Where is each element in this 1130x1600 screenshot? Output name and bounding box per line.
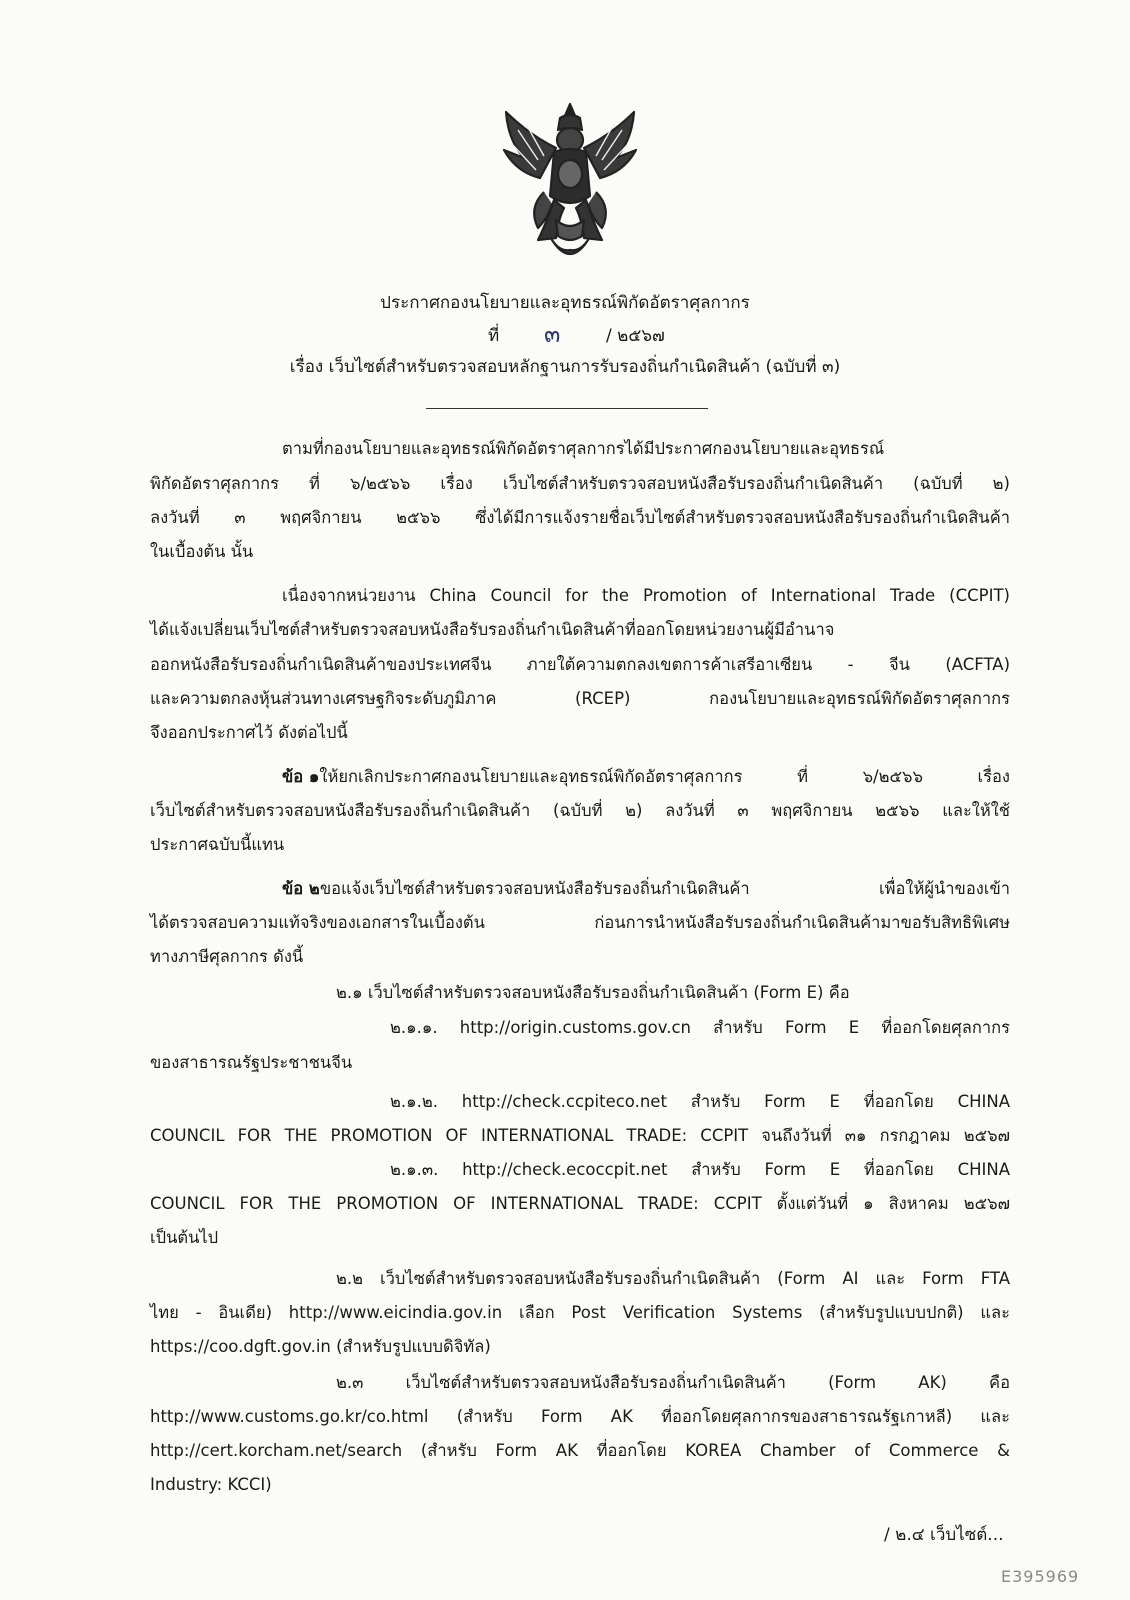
notice-number-label: ที่ [488, 326, 500, 346]
clause-2-label: ข้อ ๒ [282, 879, 320, 898]
section-2-1-3-line: COUNCIL FOR THE PROMOTION OF INTERNATIONAL TRADE: CCPIT ตั้งแต่วันที่ ๑ สิงหาคม ๒๕๖๗ [150, 1194, 1010, 1213]
notice-number-year: / ๒๕๖๗ [606, 326, 665, 346]
notice-title: ประกาศกองนโยบายและอุทธรณ์พิกัดอัตราศุลกากร [380, 293, 750, 313]
section-2-2-line: https://coo.dgft.gov.in (สำหรับรูปแบบดิจิทัล) [150, 1337, 491, 1356]
notice-number-value: ๓ [544, 320, 561, 348]
document-stamp: E395969 [1001, 1567, 1080, 1586]
paragraph-2-line: และความตกลงหุ้นส่วนทางเศรษฐกิจระดับภูมิภาค (RCEP) กองนโยบายและอุทธรณ์พิกัดอัตราศุลกากร [150, 689, 1010, 708]
paragraph-2-line: ได้แจ้งเปลี่ยนเว็บไซต์สำหรับตรวจสอบหนังสือรับรองถิ่นกำเนิดสินค้าที่ออกโดยหน่วยงานผู้มีอำนาจ [150, 620, 835, 639]
section-2-1-1-line: ของสาธารณรัฐประชาชนจีน [150, 1053, 353, 1072]
clause-1-label: ข้อ ๑ [282, 767, 320, 786]
section-2-1-1-line: ๒.๑.๑. http://origin.customs.gov.cn สำหรับ Form E ที่ออกโดยศุลกากร [390, 1018, 1010, 1037]
paragraph-2-line: เนื่องจากหน่วยงาน China Council for the Promotion of International Trade (CCPIT) [282, 586, 1010, 605]
paragraph-2-line: ออกหนังสือรับรองถิ่นกำเนิดสินค้าของประเทศจีน ภายใต้ความตกลงเขตการค้าเสรีอาเซียน - จีน (ACFTA) [150, 655, 1010, 674]
clause-2-line: ได้ตรวจสอบความแท้จริงของเอกสารในเบื้องต้น ก่อนการนำหนังสือรับรองถิ่นกำเนิดสินค้ามาขอรับสิทธิพิเศษ [150, 913, 1010, 932]
section-2-2-line: ๒.๒ เว็บไซต์สำหรับตรวจสอบหนังสือรับรองถิ่นกำเนิดสินค้า (Form AI และ Form FTA [336, 1269, 1010, 1288]
section-2-3-line: ๒.๓ เว็บไซต์สำหรับตรวจสอบหนังสือรับรองถิ่นกำเนิดสินค้า (Form AK) คือ [336, 1373, 1010, 1392]
clause-1-first-line [282, 766, 1010, 788]
paragraph-1-line: ในเบื้องต้น นั้น [150, 542, 254, 561]
clause-2-first-line [282, 878, 1010, 900]
section-2-3-line: Industry: KCCI) [150, 1475, 272, 1494]
section-2-1-3-line: ๒.๑.๓. http://check.ecoccpit.net สำหรับ Form E ที่ออกโดย CHINA [390, 1160, 1010, 1179]
section-2-1-2-line: COUNCIL FOR THE PROMOTION OF INTERNATIONAL TRADE: CCPIT จนถึงวันที่ ๓๑ กรกฎาคม ๒๕๖๗ [150, 1126, 1010, 1145]
clause-1-line: ประกาศฉบับนี้แทน [150, 835, 285, 854]
clause-2-text: ขอแจ้งเว็บไซต์สำหรับตรวจสอบหนังสือรับรองถิ่นกำเนิดสินค้า เพื่อให้ผู้นำของเข้า [319, 879, 1010, 898]
clause-1-line: เว็บไซต์สำหรับตรวจสอบหนังสือรับรองถิ่นกำเนิดสินค้า (ฉบับที่ ๒) ลงวันที่ ๓ พฤศจิกายน ๒๕๖๖ และให้ใช้ [150, 801, 1010, 820]
section-2-1-heading: ๒.๑ เว็บไซต์สำหรับตรวจสอบหนังสือรับรองถิ่นกำเนิดสินค้า (Form E) คือ [336, 983, 850, 1002]
header-divider [426, 408, 708, 409]
continuation-note: / ๒.๔ เว็บไซต์... [884, 1525, 1004, 1545]
paragraph-1-line: พิกัดอัตราศุลกากร ที่ ๖/๒๕๖๖ เรื่อง เว็บไซต์สำหรับตรวจสอบหนังสือรับรองถิ่นกำเนิดสินค้า (ฉบับที่ ๒) [150, 474, 1010, 493]
section-2-1-3-line: เป็นต้นไป [150, 1228, 219, 1247]
clause-2-line: ทางภาษีศุลกากร ดังนี้ [150, 947, 304, 966]
notice-subject: เรื่อง เว็บไซต์สำหรับตรวจสอบหลักฐานการรับรองถิ่นกำเนิดสินค้า (ฉบับที่ ๓) [289, 357, 841, 377]
section-2-1-2-line: ๒.๑.๒. http://check.ccpiteco.net สำหรับ Form E ที่ออกโดย CHINA [390, 1092, 1010, 1111]
paragraph-2-line: จึงออกประกาศไว้ ดังต่อไปนี้ [150, 723, 348, 742]
section-2-3-line: http://www.customs.go.kr/co.html (สำหรับ Form AK ที่ออกโดยศุลกากรของสาธารณรัฐเกาหลี) และ [150, 1407, 1010, 1426]
paragraph-1-line: ตามที่กองนโยบายและอุทธรณ์พิกัดอัตราศุลกากรได้มีประกาศกองนโยบายและอุทธรณ์ [282, 439, 885, 458]
section-2-3-line: http://cert.korcham.net/search (สำหรับ Form AK ที่ออกโดย KOREA Chamber of Commerce & [150, 1441, 1010, 1460]
paragraph-1-line: ลงวันที่ ๓ พฤศจิกายน ๒๕๖๖ ซึ่งได้มีการแจ้งรายชื่อเว็บไซต์สำหรับตรวจสอบหนังสือรับรองถิ่นกำเนิดสินค้า [150, 508, 1010, 527]
section-2-2-line: ไทย - อินเดีย) http://www.eicindia.gov.in เลือก Post Verification Systems (สำหรับรูปแบบปกติ) และ [150, 1303, 1010, 1322]
garuda-emblem-icon [498, 100, 642, 266]
clause-1-text: ให้ยกเลิกประกาศกองนโยบายและอุทธรณ์พิกัดอัตราศุลกากร ที่ ๖/๒๕๖๖ เรื่อง [319, 767, 1010, 786]
